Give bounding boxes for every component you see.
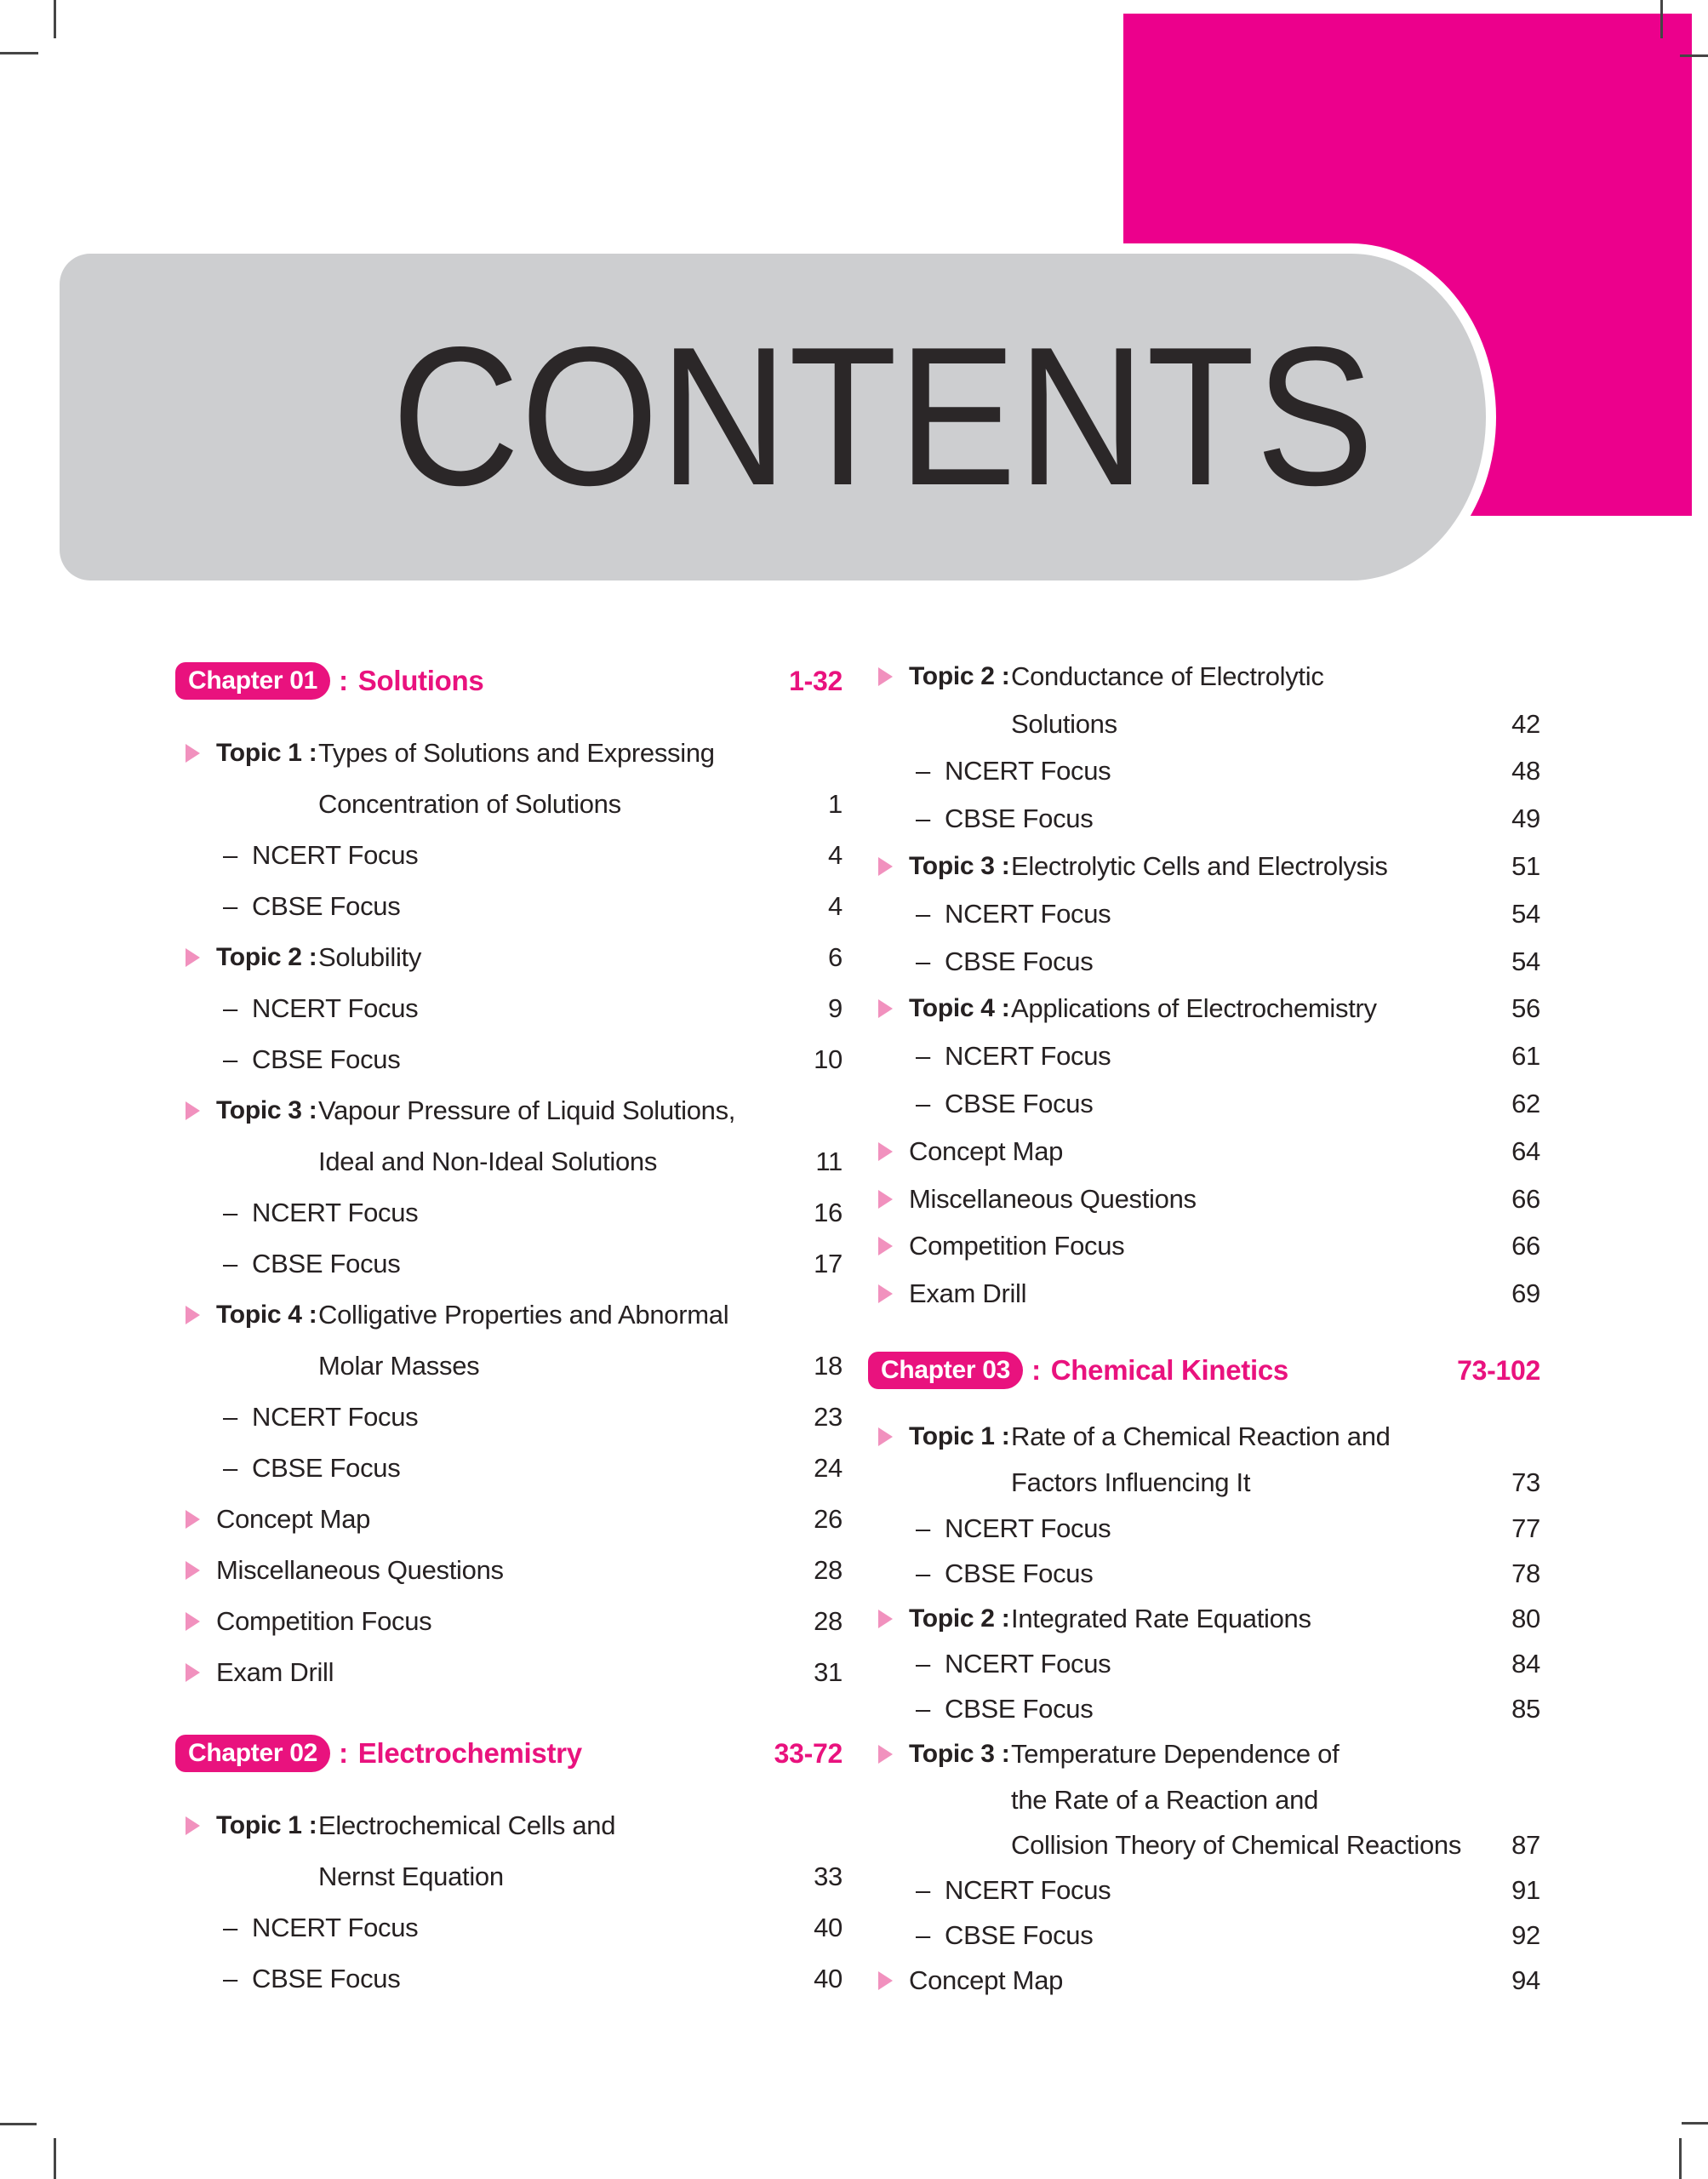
- triangle-bullet-icon: [186, 1561, 200, 1580]
- entry-text: Solubility: [318, 942, 422, 972]
- page-number: 11: [815, 1147, 843, 1176]
- topic-label: Topic 1 :: [216, 1811, 317, 1839]
- entry-text: CBSE Focus: [945, 1558, 1094, 1588]
- page-number: 85: [1511, 1694, 1540, 1724]
- entry-text: Electrolytic Cells and Electrolysis: [1011, 851, 1388, 882]
- page-number: 66: [1511, 1231, 1540, 1261]
- item-row: [175, 1596, 843, 1647]
- item-row: [175, 1647, 843, 1698]
- entry-text: NCERT Focus: [252, 1913, 419, 1942]
- sub-row: [868, 1642, 1540, 1687]
- dash-bullet-icon: –: [916, 946, 930, 976]
- sub-row: [868, 890, 1540, 938]
- entry-text: CBSE Focus: [945, 1089, 1094, 1119]
- page-number: 80: [1511, 1603, 1540, 1633]
- item-row: [868, 1959, 1540, 2004]
- dash-bullet-icon: –: [916, 756, 930, 786]
- chapter-colon: :: [339, 665, 348, 696]
- triangle-bullet-icon: [878, 1190, 893, 1209]
- page-number: 28: [814, 1555, 843, 1585]
- topic-row: [175, 1800, 843, 1851]
- page-number: 24: [814, 1453, 843, 1483]
- triangle-bullet-icon: [878, 1610, 893, 1628]
- topic-row: [175, 1290, 843, 1341]
- chapter-row: [175, 655, 843, 706]
- page-number: 91: [1511, 1875, 1540, 1906]
- topic-label: Topic 4 :: [909, 994, 1010, 1023]
- entry-text: NCERT Focus: [252, 840, 419, 870]
- dash-bullet-icon: –: [223, 1402, 237, 1432]
- page-number: 77: [1511, 1513, 1540, 1543]
- page-number: 64: [1511, 1135, 1540, 1166]
- triangle-bullet-icon: [186, 1510, 200, 1529]
- triangle-bullet-icon: [186, 1101, 200, 1120]
- sub-row: [868, 1080, 1540, 1128]
- page-number: 66: [1511, 1183, 1540, 1214]
- dash-bullet-icon: –: [223, 1913, 237, 1942]
- triangle-bullet-icon: [186, 948, 200, 967]
- entry-text: Miscellaneous Questions: [909, 1183, 1197, 1214]
- crop-mark-bottom-right-vertical: [1679, 2138, 1682, 2179]
- page-number: 40: [814, 1964, 843, 1993]
- entry-text: Colligative Properties and Abnormal: [318, 1300, 729, 1330]
- page-number: 56: [1511, 993, 1540, 1024]
- entry-text: Conductance of Electrolytic: [1011, 661, 1324, 691]
- entry-text: CBSE Focus: [252, 1453, 401, 1483]
- entry-text: Concept Map: [909, 1135, 1064, 1166]
- chapter-page-range: 1-32: [789, 665, 843, 696]
- topic-label: Topic 2 :: [216, 943, 317, 971]
- contents-banner: [49, 243, 1496, 591]
- item-row: [868, 1175, 1540, 1223]
- item-row: [175, 1494, 843, 1545]
- chapter-badge: Chapter 01: [175, 662, 330, 700]
- triangle-bullet-icon: [186, 1612, 200, 1631]
- crop-mark-top-left-horizontal: [0, 52, 38, 54]
- sub-row: [175, 881, 843, 932]
- crop-mark-bottom-right-horizontal: [1682, 2122, 1708, 2125]
- dash-bullet-icon: –: [223, 993, 237, 1023]
- sub-row: [868, 1867, 1540, 1913]
- dash-bullet-icon: –: [916, 1558, 930, 1588]
- page-number: 4: [828, 891, 843, 921]
- sub-row: [868, 1506, 1540, 1551]
- entry-text: Exam Drill: [909, 1278, 1027, 1309]
- entry-text: Nernst Equation: [318, 1862, 504, 1891]
- page-number: 54: [1511, 946, 1540, 976]
- triangle-bullet-icon: [878, 1237, 893, 1255]
- dash-bullet-icon: –: [916, 1649, 930, 1679]
- toc-column-right: [868, 653, 1540, 2004]
- entry-text: NCERT Focus: [945, 1649, 1111, 1679]
- topic-row: [868, 1596, 1540, 1641]
- entry-text: CBSE Focus: [252, 1964, 401, 1993]
- crop-mark-top-left-vertical: [54, 0, 56, 38]
- entry-text: NCERT Focus: [945, 1875, 1111, 1906]
- page-number: 6: [828, 942, 843, 972]
- entry-text: Ideal and Non-Ideal Solutions: [318, 1147, 658, 1176]
- topic-row: [868, 1413, 1540, 1461]
- topic-label: Topic 3 :: [909, 852, 1010, 881]
- sub-row: [175, 1034, 843, 1085]
- page-number: 9: [828, 993, 843, 1023]
- page-number: 17: [814, 1249, 843, 1278]
- item-row: [868, 1270, 1540, 1318]
- page-number: 87: [1511, 1829, 1540, 1860]
- entry-text: Exam Drill: [216, 1657, 334, 1687]
- dash-bullet-icon: –: [916, 1089, 930, 1119]
- crop-mark-top-right-horizontal: [1680, 54, 1708, 57]
- topic-label: Topic 4 :: [216, 1301, 317, 1329]
- sub-row: [175, 983, 843, 1034]
- chapter-colon: :: [339, 1737, 348, 1769]
- item-row: [868, 1128, 1540, 1175]
- entry-text: Temperature Dependence of: [1011, 1739, 1340, 1770]
- page-number: 26: [814, 1504, 843, 1534]
- entry-text: Concept Map: [909, 1965, 1064, 1996]
- page-number: 1: [828, 789, 843, 819]
- page-title: CONTENTS: [391, 306, 1375, 527]
- sub-row: [175, 1443, 843, 1494]
- cont-row: [868, 1777, 1540, 1822]
- dash-bullet-icon: –: [916, 804, 930, 834]
- topic-label: Topic 2 :: [909, 1604, 1010, 1633]
- entry-text: CBSE Focus: [945, 804, 1094, 834]
- page-number: 94: [1511, 1965, 1540, 1996]
- chapter-row: [175, 1728, 843, 1779]
- topic-row: [868, 1732, 1540, 1777]
- entry-text: CBSE Focus: [252, 1044, 401, 1074]
- sub-row: [868, 1913, 1540, 1959]
- cont-row: [175, 1136, 843, 1187]
- page-number: 28: [814, 1606, 843, 1636]
- page-number: 40: [814, 1913, 843, 1942]
- topic-row: [175, 1085, 843, 1136]
- crop-mark-top-right-vertical: [1660, 0, 1663, 38]
- entry-text: Molar Masses: [318, 1351, 480, 1381]
- dash-bullet-icon: –: [916, 898, 930, 929]
- page-number: 16: [814, 1198, 843, 1227]
- chapter-page-range: 73-102: [1457, 1354, 1540, 1386]
- triangle-bullet-icon: [186, 1306, 200, 1324]
- entry-text: Applications of Electrochemistry: [1011, 993, 1377, 1024]
- sub-row: [868, 1687, 1540, 1732]
- entry-text: NCERT Focus: [945, 1041, 1111, 1072]
- topic-label: Topic 1 :: [909, 1421, 1010, 1450]
- triangle-bullet-icon: [878, 1745, 893, 1764]
- page-number: 18: [814, 1351, 843, 1381]
- triangle-bullet-icon: [878, 1284, 893, 1303]
- entry-text: NCERT Focus: [252, 1198, 419, 1227]
- dash-bullet-icon: –: [223, 1249, 237, 1278]
- sub-row: [175, 1238, 843, 1290]
- sub-row: [175, 1392, 843, 1443]
- chapter-title: Solutions: [357, 665, 484, 696]
- page-number: 84: [1511, 1649, 1540, 1679]
- triangle-bullet-icon: [878, 1427, 893, 1446]
- entry-text: Types of Solutions and Expressing: [318, 738, 715, 768]
- page-number: 48: [1511, 756, 1540, 786]
- page-number: 31: [814, 1657, 843, 1687]
- page-number: 10: [814, 1044, 843, 1074]
- topic-label: Topic 3 :: [909, 1740, 1010, 1769]
- cont-row: [868, 701, 1540, 748]
- entry-text: CBSE Focus: [945, 1694, 1094, 1724]
- entry-text: Vapour Pressure of Liquid Solutions,: [318, 1095, 736, 1125]
- triangle-bullet-icon: [878, 667, 893, 686]
- dash-bullet-icon: –: [916, 1920, 930, 1951]
- entry-text: NCERT Focus: [945, 756, 1111, 786]
- chapter-title: Chemical Kinetics: [1050, 1354, 1288, 1387]
- sub-row: [868, 1551, 1540, 1596]
- toc-column-left: [175, 655, 843, 2005]
- sub-row: [175, 1187, 843, 1238]
- page-number: 49: [1511, 804, 1540, 834]
- sub-row: [868, 748, 1540, 796]
- chapter-row: [868, 1347, 1540, 1394]
- cont-row: [175, 779, 843, 830]
- dash-bullet-icon: –: [916, 1875, 930, 1906]
- crop-mark-bottom-left-vertical: [54, 2138, 56, 2179]
- entry-text: Miscellaneous Questions: [216, 1555, 504, 1585]
- page-number: 61: [1511, 1041, 1540, 1072]
- dash-bullet-icon: –: [223, 891, 237, 921]
- cont-row: [175, 1851, 843, 1902]
- sub-row: [868, 795, 1540, 843]
- page-number: 69: [1511, 1278, 1540, 1309]
- entry-text: Competition Focus: [216, 1606, 432, 1636]
- entry-text: the Rate of a Reaction and: [1011, 1784, 1319, 1815]
- page-number: 92: [1511, 1920, 1540, 1951]
- dash-bullet-icon: –: [916, 1513, 930, 1543]
- dash-bullet-icon: –: [223, 1453, 237, 1483]
- topic-row: [868, 843, 1540, 890]
- entry-text: NCERT Focus: [252, 993, 419, 1023]
- triangle-bullet-icon: [878, 1971, 893, 1990]
- dash-bullet-icon: –: [916, 1041, 930, 1072]
- entry-text: Electrochemical Cells and: [318, 1810, 616, 1840]
- page-number: 33: [814, 1862, 843, 1891]
- chapter-badge: Chapter 03: [868, 1352, 1023, 1389]
- triangle-bullet-icon: [878, 1142, 893, 1161]
- page-number: 23: [814, 1402, 843, 1432]
- chapter-page-range: 33-72: [774, 1737, 843, 1769]
- entry-text: Factors Influencing It: [1011, 1467, 1251, 1498]
- item-row: [868, 1223, 1540, 1271]
- entry-text: Concept Map: [216, 1504, 371, 1534]
- item-row: [175, 1545, 843, 1596]
- page-number: 62: [1511, 1089, 1540, 1119]
- topic-row: [175, 932, 843, 983]
- topic-row: [868, 653, 1540, 701]
- entry-text: Collision Theory of Chemical Reactions: [1011, 1829, 1462, 1860]
- topic-label: Topic 3 :: [216, 1096, 317, 1124]
- dash-bullet-icon: –: [916, 1694, 930, 1724]
- entry-text: CBSE Focus: [252, 1249, 401, 1278]
- dash-bullet-icon: –: [223, 1198, 237, 1227]
- entry-text: NCERT Focus: [945, 1513, 1111, 1543]
- entry-text: Competition Focus: [909, 1231, 1125, 1261]
- page-number: 51: [1511, 851, 1540, 882]
- entry-text: Rate of a Chemical Reaction and: [1011, 1421, 1391, 1451]
- dash-bullet-icon: –: [223, 1044, 237, 1074]
- cont-row: [868, 1822, 1540, 1867]
- cont-row: [175, 1341, 843, 1392]
- entry-text: NCERT Focus: [252, 1402, 419, 1432]
- topic-label: Topic 1 :: [216, 739, 317, 767]
- entry-text: CBSE Focus: [252, 891, 401, 921]
- sub-row: [868, 938, 1540, 986]
- chapter-colon: :: [1031, 1354, 1041, 1387]
- topic-label: Topic 2 :: [909, 661, 1010, 690]
- sub-row: [175, 1902, 843, 1953]
- page-number: 54: [1511, 898, 1540, 929]
- triangle-bullet-icon: [186, 1816, 200, 1835]
- entry-text: CBSE Focus: [945, 1920, 1094, 1951]
- page-number: 73: [1511, 1467, 1540, 1498]
- sub-row: [175, 830, 843, 881]
- entry-text: Integrated Rate Equations: [1011, 1603, 1311, 1633]
- topic-row: [868, 986, 1540, 1033]
- page-number: 42: [1511, 708, 1540, 739]
- sub-row: [175, 1953, 843, 2005]
- entry-text: NCERT Focus: [945, 898, 1111, 929]
- sub-row: [868, 1032, 1540, 1080]
- crop-mark-bottom-left-horizontal: [0, 2123, 37, 2125]
- triangle-bullet-icon: [186, 1663, 200, 1682]
- dash-bullet-icon: –: [223, 1964, 237, 1993]
- triangle-bullet-icon: [878, 857, 893, 876]
- page-number: 78: [1511, 1558, 1540, 1588]
- entry-text: CBSE Focus: [945, 946, 1094, 976]
- entry-text: Solutions: [1011, 708, 1117, 739]
- cont-row: [868, 1461, 1540, 1506]
- chapter-badge: Chapter 02: [175, 1735, 330, 1772]
- topic-row: [175, 728, 843, 779]
- dash-bullet-icon: –: [223, 840, 237, 870]
- chapter-title: Electrochemistry: [357, 1737, 582, 1769]
- triangle-bullet-icon: [186, 744, 200, 763]
- entry-text: Concentration of Solutions: [318, 789, 621, 819]
- page-number: 4: [828, 840, 843, 870]
- triangle-bullet-icon: [878, 999, 893, 1018]
